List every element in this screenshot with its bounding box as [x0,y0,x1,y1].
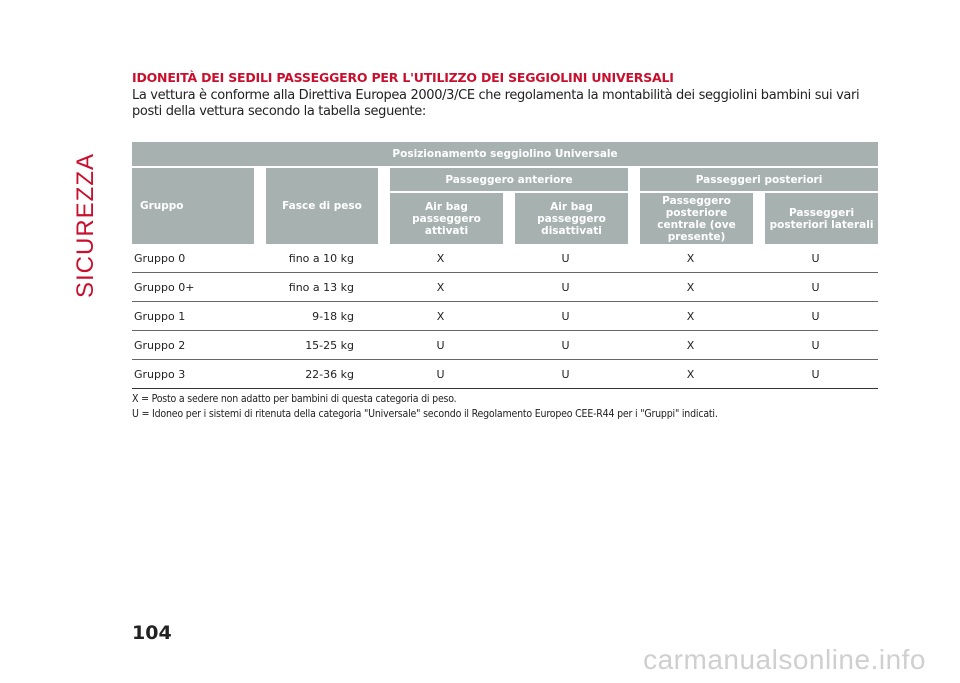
cell-airbag-active: U [378,360,503,389]
cell-group: Gruppo 0+ [132,273,254,302]
table-row [132,273,878,302]
cell-rear-center: X [628,360,753,389]
section-side-label: SICUREZZA [72,152,99,298]
table-row [132,331,878,360]
cell-airbag-inactive: U [503,244,628,273]
cell-airbag-inactive: U [503,302,628,331]
table-row [132,360,878,389]
cell-airbag-active: X [378,273,503,302]
table-header-top: Posizionamento seggiolino Universale [132,142,878,168]
intro-paragraph: La vettura è conforme alla Direttiva Europea 2000/3/CE che regolamenta la montabilità dei seggiolini bambini sui vari posti della vettura secondo la tabella seguente: [132,88,860,119]
cell-rear-lateral: U [753,273,878,302]
cell-rear-lateral: U [753,244,878,273]
cell-airbag-active: X [378,244,503,273]
cell-rear-lateral: U [753,331,878,360]
legend-u: U = Idoneo per i sistemi di ritenuta della categoria "Universale" secondo il Regolamento Europeo CEE-R44 per i "Gruppi" indicati. [132,408,718,420]
cell-rear-center: X [628,273,753,302]
cell-airbag-active: X [378,302,503,331]
header-rear-passengers: Passeggeri posteriori [628,168,878,193]
header-group: Gruppo [132,168,254,244]
cell-weight: 9-18 kg [254,302,378,331]
table-row [132,302,878,331]
table-row [132,244,878,273]
header-weight: Fasce di peso [254,168,378,244]
header-airbag-inactive: Air bag passeggero disattivati [503,193,628,244]
page-number: 104 [132,622,172,644]
header-front-passenger: Passeggero anteriore [378,168,628,193]
cell-group: Gruppo 3 [132,360,254,389]
page-content [132,70,878,422]
cell-group: Gruppo 2 [132,331,254,360]
watermark: carmanualsonline.info [643,644,926,675]
cell-rear-lateral: U [753,360,878,389]
header-airbag-active: Air bag passeggero attivati [378,193,503,244]
cell-airbag-inactive: U [503,273,628,302]
cell-weight: fino a 13 kg [254,273,378,302]
cell-weight: 22-36 kg [254,360,378,389]
cell-rear-lateral: U [753,302,878,331]
table-legend [132,392,878,422]
cell-rear-center: X [628,302,753,331]
cell-rear-center: X [628,244,753,273]
cell-airbag-inactive: U [503,360,628,389]
header-rear-center: Passeggero posteriore centrale (ove presente) [628,193,753,244]
cell-airbag-active: U [378,331,503,360]
section-title: IDONEITÀ DEI SEDILI PASSEGGERO PER L'UTILIZZO DEI SEGGIOLINI UNIVERSALI [132,70,674,85]
child-seat-table [132,142,878,389]
header-rear-lateral: Passeggeri posteriori laterali [753,193,878,244]
cell-weight: 15-25 kg [254,331,378,360]
cell-weight: fino a 10 kg [254,244,378,273]
legend-x: X = Posto a sedere non adatto per bambini di questa categoria di peso. [132,393,457,405]
cell-airbag-inactive: U [503,331,628,360]
cell-group: Gruppo 0 [132,244,254,273]
cell-group: Gruppo 1 [132,302,254,331]
cell-rear-center: X [628,331,753,360]
